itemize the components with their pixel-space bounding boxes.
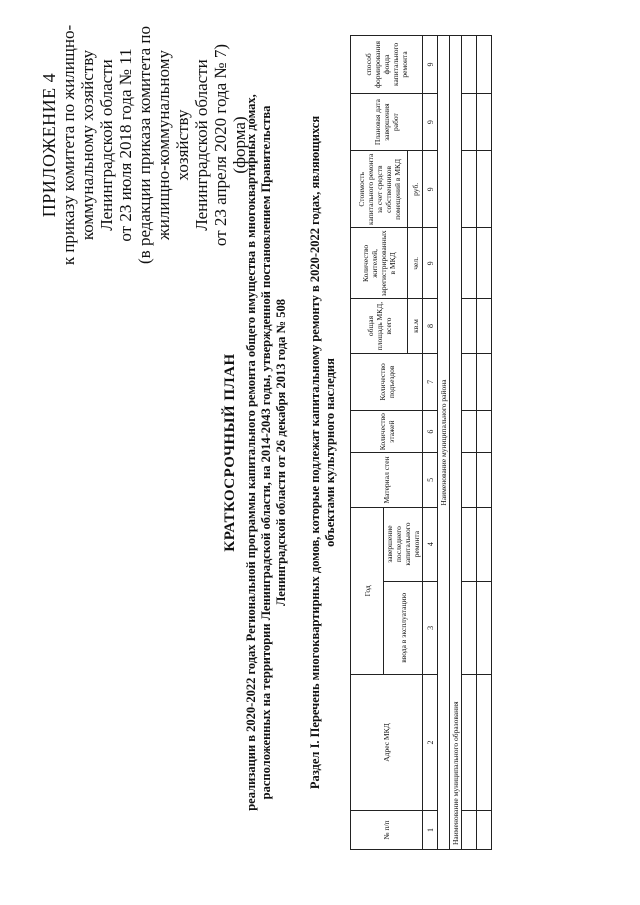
header-year: Год <box>351 507 384 674</box>
header-year-last-repair: завершение последнего капитального ремонта <box>384 507 423 581</box>
column-number: 6 <box>423 411 438 453</box>
plan-subtitle-line: реализации в 2020-2022 годах Региональной программы капитального ремонта общего имущества в многоквартирных домах, <box>244 94 258 811</box>
column-number: 4 <box>423 507 438 581</box>
column-number: 1 <box>423 810 438 849</box>
appendix-line: от 23 апреля 2020 года № 7) <box>211 43 230 247</box>
header-wall-material: Материал стен <box>351 453 423 507</box>
header-entrances: Количество подъездов <box>351 353 423 410</box>
appendix-title: ПРИЛОЖЕНИЕ 4 <box>39 72 59 218</box>
column-number: 9 <box>423 93 438 150</box>
header-total-area: общая площадь МКД, всего <box>351 299 408 353</box>
header-planned-date: Плановая дата завершения работ <box>351 93 423 150</box>
section-title-line: Раздел I. Перечень многоквартирных домов, которые подлежат капитальному ремонту в 2020-2022 годах, являющихся <box>308 115 322 790</box>
plan-subtitle <box>244 20 289 885</box>
column-number: 9 <box>423 36 438 94</box>
column-number: 9 <box>423 151 438 228</box>
section-title-line: объектами культурного наследия <box>323 358 337 547</box>
section-title <box>308 40 338 865</box>
district-row-label: Наименование муниципального района <box>438 36 450 850</box>
column-number: 8 <box>423 299 438 353</box>
appendix-line: коммунальному хозяйству <box>78 49 97 241</box>
plan-title: КРАТКОСРОЧНЫЙ ПЛАН <box>222 353 238 552</box>
plan-subtitle-line: Ленинградской области от 26 декабря 2013 года № 508 <box>274 299 288 606</box>
column-number: 9 <box>423 228 438 299</box>
appendix-line: Ленинградской области <box>97 59 116 231</box>
column-number: 7 <box>423 353 438 410</box>
unit-repair-cost: руб. <box>408 151 423 228</box>
table-row-district <box>438 36 450 850</box>
unit-residents: чел. <box>408 228 423 299</box>
column-number: 5 <box>423 453 438 507</box>
table-row <box>462 36 477 850</box>
header-address: Адрес МКД <box>351 675 423 811</box>
appendix-line: Ленинградской области <box>192 59 211 231</box>
appendix-line: (в редакции приказа комитета по <box>135 26 154 264</box>
header-residents: Количество жителей, зарегистрированных в МКД <box>351 228 408 299</box>
plan-subtitle-line: расположенных на территории Ленинградской области, на 2014-2043 годы, утвержденной постановлением Правительства <box>259 105 273 800</box>
appendix-line: жилищно-коммунальному хозяйству <box>154 50 192 240</box>
header-funding-method: способ формирования фонда капитального ремонта <box>351 36 423 94</box>
header-repair-cost: Стоимость капитального ремонта за счет средств собственников помещений в МКД <box>351 151 408 228</box>
header-num: № п/п <box>351 810 423 849</box>
table-row <box>477 36 492 850</box>
appendix-line: к приказу комитета по жилищно- <box>59 24 78 266</box>
appendix-line: (форма) <box>230 116 249 174</box>
table-row-municipality <box>450 36 462 850</box>
header-year-commission: ввода в эксплуатацию <box>384 581 423 674</box>
column-number: 3 <box>423 581 438 674</box>
houses-table <box>350 35 492 850</box>
appendix-block <box>40 15 249 275</box>
table-header-row <box>351 36 384 850</box>
appendix-line: от 23 июля 2018 года № 11 <box>116 48 135 242</box>
header-floors: Количество этажей <box>351 411 423 453</box>
municipality-row-label: Наименование муниципального образования <box>450 36 462 850</box>
column-number: 2 <box>423 675 438 811</box>
unit-total-area: кв.м <box>408 299 423 353</box>
table-column-numbers-row <box>423 36 438 850</box>
